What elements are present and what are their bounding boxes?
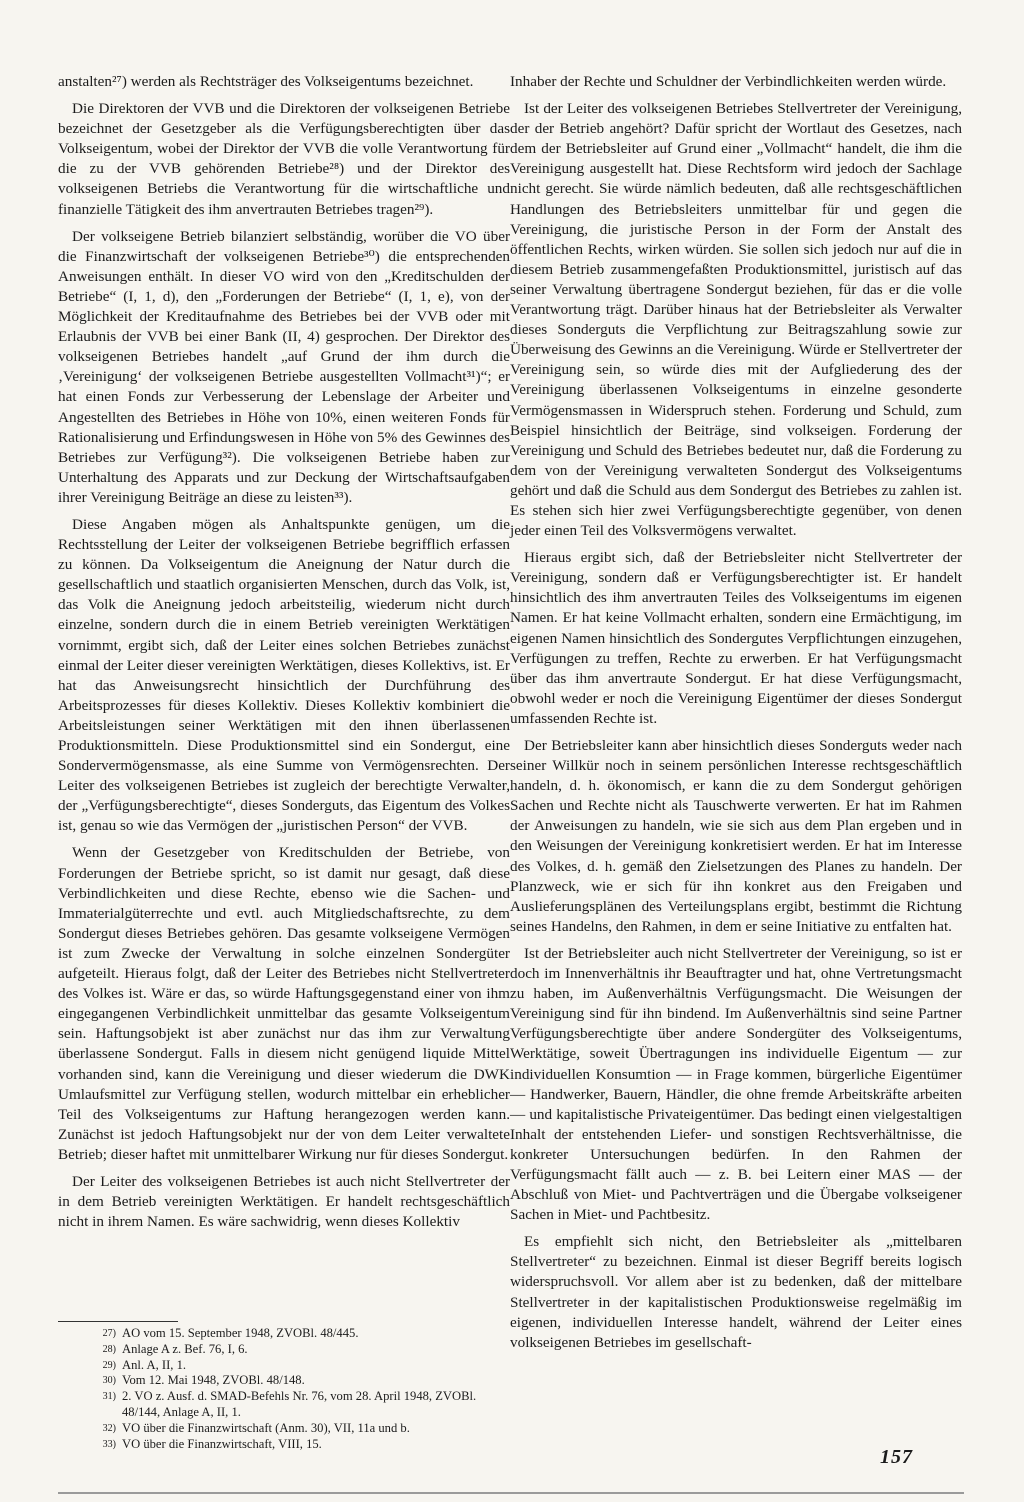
footnote-number: 30) xyxy=(102,1375,116,1387)
footnotes xyxy=(90,1326,500,1452)
footnote-number: 28) xyxy=(102,1343,116,1355)
footnote xyxy=(90,1358,500,1374)
left-column xyxy=(58,72,510,1232)
footnote-divider xyxy=(58,1321,178,1322)
paragraph: Wenn der Gesetzgeber von Kreditschulden der Betriebe, von Forderungen der Betriebe spricht, so ist damit nur gesagt, daß diese Verbindlichkeiten und diese Rechte, ebenso wie die Sachen- und Immaterialgüterrechte und evtl. auch Mitgliedschaftsrechte, zu dem Sondergut dieses Betriebes gehören. Das gesamte volkseigene Vermögen ist zum Zwecke der Verwaltung in solche einzelnen Sondergüter aufgeteilt. Hieraus folgt, daß der Leiter des Betriebes nicht Stellvertreter des Volkes ist. Wäre er das, so würde Haftungsgegenstand einer von ihm eingegangenen Verbindlichkeit unmittelbar das gesamte Volkseigentum sein. Haftungsobjekt ist aber zunächst nur das ihm zur Verwaltung überlassene Sondergut. Falls in diesem nicht genügend liquide Mittel vorhanden sind, kann die Vereinigung und dieser wiederum die DWK Umlaufsmittel zur Verfügung stellen, wodurch mittelbar ein erheblicher Teil des Volkseigentums zur Haftung herangezogen werden kann. Zunächst ist jedoch Haftungsobjekt nur der von dem Leiter verwaltete Betrieb; dieser haftet mit unmittelbarer Wirkung nur für dieses Sondergut. xyxy=(58,844,510,1163)
page-number: 157 xyxy=(880,1446,913,1468)
footnote-number: 33) xyxy=(102,1438,116,1450)
footnote xyxy=(90,1342,500,1358)
paragraph: Hieraus ergibt sich, daß der Betriebsleiter nicht Stellvertreter der Vereinigung, sondern daß er Verfügungsberechtigter ist. Er handelt hinsichtlich des ihm anvertrauten Teiles des Volkseigentums im eigenen Namen. Er hat keine Vollmacht erhalten, sondern eine Ermächtigung, im eigenen Namen hinsichtlich des Sondergutes Verpflichtungen einzugehen, Verfügungen zu treffen, Rechte zu erwerben. Er hat Verfügungsmacht über das ihm anvertraute Sondergut. Er hat diese Verfügungsmacht, obwohl weder er noch die Vereinigung Eigentümer der dieses Sondergut umfassenden Rechte ist. xyxy=(510,549,962,727)
footnote-text: Anlage A z. Bef. 76, I, 6. xyxy=(122,1341,248,1356)
footnote-text: VO über die Finanzwirtschaft, VIII, 15. xyxy=(122,1436,322,1451)
footnote xyxy=(90,1326,500,1342)
paragraph: Diese Angaben mögen als Anhaltspunkte genügen, um die Rechtsstellung der Leiter der volkseigenen Betriebe begrifflich erfassen zu können. Da Volkseigentum die Aneignung der Natur durch die gesellschaftlich und staatlich organisierten Menschen, durch das Volk, ist, das Volk die Aneignung jedoch arbeitsteilig, wiederum nicht durch einzelne, sondern durch die in einem Betrieb vereinigten Werktätigen vornimmt, ergibt sich, daß der Leiter eines solchen Betriebes zunächst einmal der Leiter dieser vereinigten Werktätigen, dieses Kollektivs, ist. Er hat das Anweisungsrecht hinsichtlich der Durchführung des Arbeitsprozesses für dieses Kollektiv. Dieses Kollektiv kombiniert die Arbeitsleistungen seiner Werktätigen mit den ihnen überlassenen Produktionsmitteln. Diese Produktionsmittel sind ein Sondergut, eine Sondervermögensmasse, als eine Summe von Vermögensrechten. Der Leiter des volkseigenen Betriebes ist zugleich der berechtigte Verwalter, der „Verfügungsberechtigte“, dieses Sonderguts, das Eigentum des Volkes ist, genau so wie das Vermögen der „juristischen Person“ der VVB. xyxy=(58,515,510,835)
right-column xyxy=(510,72,962,1353)
footnote-text: 2. VO z. Ausf. d. SMAD-Befehls Nr. 76, vom 28. April 1948, ZVOBl. 48/144, Anlage A, II, 1. xyxy=(122,1389,477,1419)
footnote-text: VO über die Finanzwirtschaft (Anm. 30), VII, 11a und b. xyxy=(122,1420,410,1435)
paragraph: Der Betriebsleiter kann aber hinsichtlich dieses Sonderguts weder nach seiner Willkür noch in seinem persönlichen Interesse rechtsgeschäftlich handeln, d. h. ökonomisch, er kann die zu dem Sondergut gehörigen Sachen und Rechte nicht als Tauschwerte verwerten. Er hat im Rahmen der Anweisungen zu handeln, wie sie sich aus dem Plan ergeben und in den Weisungen der Vereinigung konkretisiert werden. Er hat im Interesse des Volkes, d. h. gemäß den Zielsetzungen des Planes zu handeln. Der Planzweck, wie er sich für ihn konkret aus den Freigaben und Auslieferungsplänen des Verteilungsplans ergibt, bestimmt die Richtung seines Handelns, den Rahmen, in dem er seine Initiative zu entfalten hat. xyxy=(510,737,962,935)
footnote-text: AO vom 15. September 1948, ZVOBl. 48/445. xyxy=(122,1326,359,1340)
paragraph: Ist der Leiter des volkseigenen Betriebes Stellvertreter der Vereinigung, der der Betrieb angehört? Dafür spricht der Wortlaut des Gesetzes, nach dem der Betriebsleiter auf Grund einer „Vollmacht“ handelt, die ihm die Vereinigung ausgestellt hat. Diese Rechtsform wird jedoch der Sachlage nicht gerecht. Sie würde nämlich bedeuten, daß alle rechtsgeschäftlichen Handlungen des Betriebsleiters unmittelbar für und gegen die Vereinigung, die juristische Person in der Form der Anstalt des öffentlichen Rechts, wirken würden. Sie sollen sich jedoch nur auf die in diesem Betrieb zusammengefaßten Produktionsmittel, juristisch auf das seiner Verwaltung übertragene Sondergut beziehen, für das er die volle Verantwortung trägt. Darüber hinaus hat der Betriebsleiter als Verwalter dieses Sonderguts die Verpflichtung zur Beitragszahlung sowie zur Überweisung des Gewinns an die Vereinigung. Würde er Stellvertreter der Vereinigung sein, so würde dies mit der Aufgliederung des der Vereinigung überlassenen Volkseigentums in einzelne gesonderte Vermögensmassen in Widerspruch stehen. Forderung und Schuld, zum Beispiel hinsichtlich der Beiträge, sind volkseigen. Forderung der Vereinigung und Schuld des Betriebes bedeutet nur, daß die Forderung zu dem von der Vereinigung verwalteten Sondergut des Volkseigentums gehört und daß die Schuld aus dem Sondergut des Betriebes zu zahlen ist. Es stehen sich hier zwei Verfügungsberechtigte gegenüber, von denen jeder einen Teil des Volksvermögens verwaltet. xyxy=(510,100,962,540)
paragraph: Ist der Betriebsleiter auch nicht Stellvertreter der Vereinigung, so ist er doch im Innenverhältnis ihr Beauftragter und hat, ohne Vertretungsmacht zu haben, im Außenverhältnis Verfügungsmacht. Die Weisungen der Vereinigung sind für ihn bindend. Im Außenverhältnis sind seine Partner Verfügungsberechtigte über andere Sondergüter des Volkseigentums, Werktätige, soweit Übertragungen ins individuelle Eigentum — zur individuellen Konsumtion — in Frage kommen, bürgerliche Eigentümer — Handwerker, Bauern, Händler, die ohne fremde Arbeitskräfte arbeiten — und kapitalistische Privateigentümer. Das bedingt einen vielgestaltigen Inhalt der entstehenden Liefer- und sonstigen Rechtsverhältnisse, die konkreter Untersuchungen bedürfen. In den Rahmen der Verfügungsmacht fällt auch — z. B. bei Leitern einer MAS — der Abschluß von Miet- und Pachtverträgen und die Übergabe volkseigener Sachen in Miet- und Pachtbesitz. xyxy=(510,944,962,1224)
footnote-number: 32) xyxy=(102,1422,116,1434)
paragraph: Der Leiter des volkseigenen Betriebes ist auch nicht Stellvertreter der in dem Betrieb vereinigten Werktätigen. Er handelt rechtsgeschäftlich nicht in ihrem Namen. Es wäre sachwidrig, wenn dieses Kollektiv xyxy=(58,1172,510,1231)
footnote xyxy=(90,1421,500,1437)
footnote xyxy=(90,1373,500,1389)
footnote-number: 27) xyxy=(102,1328,116,1339)
footnote-text: Anl. A, II, 1. xyxy=(122,1357,187,1372)
footnote xyxy=(90,1437,500,1453)
bottom-divider xyxy=(58,1492,964,1494)
footnote-number: 31) xyxy=(102,1391,116,1403)
paragraph: Die Direktoren der VVB und die Direktoren der volkseigenen Betriebe bezeichnet der Gesetzgeber als die Verfügungsberechtigten über das Volkseigentum, wobei der Direktor der VVB die volle Verantwortung für die zu der VVB gehörenden Betriebe²⁸) und der Direktor des volkseigenen Betriebs die Verantwortung für die wirtschaftliche und finanzielle Tätigkeit des ihm anvertrauten Betriebes tragen²⁹). xyxy=(58,100,510,218)
footnote-number: 29) xyxy=(102,1359,116,1371)
footnote xyxy=(90,1389,500,1421)
footnote-text: Vom 12. Mai 1948, ZVOBl. 48/148. xyxy=(122,1373,305,1388)
paragraph: Der volkseigene Betrieb bilanziert selbständig, worüber die VO über die Finanzwirtschaft der volkseigenen Betriebe³⁰) die entsprechenden Anweisungen enthält. In dieser VO wird von den „Kreditschulden der Betriebe“ (I, 1, d), den „Forderungen der Betriebe“ (I, 1, e), von der Möglichkeit der Kreditaufnahme des Betriebes bei der VVB oder mit Erlaubnis der VVB bei einer Bank (II, 4) gesprochen. Der Direktor des volkseigenen Betriebes handelt „auf Grund der ihm durch die ‚Vereinigung‘ der volkseigenen Betriebe ausgestellten Vollmacht³¹)“; er hat einen Fonds zur Verbesserung der Lebenslage der Arbeiter und Angestellten des Betriebes in Höhe von 10%, einen weiteren Fonds für Rationalisierung und Erfindungswesen in Höhe von 5% des Gewinnes des Betriebes zur Verfügung³²). Die volkseigenen Betriebe haben zur Unterhaltung des Apparats und zur Deckung der Wirtschaftsaufgaben ihrer Vereinigung Beiträge an diese zu leisten³³). xyxy=(58,227,510,506)
paragraph: anstalten²⁷) werden als Rechtsträger des Volkseigentums bezeichnet. xyxy=(58,73,474,90)
paragraph: Es empfiehlt sich nicht, den Betriebsleiter als „mittelbaren Stellvertreter“ zu bezeichnen. Einmal ist dieser Begriff bereits logisch widerspruchsvoll. Vor allem aber ist zu bedenken, daß der mittelbare Stellvertreter in der kapitalistischen Produktionsweise regelmäßig im eigenen, individuellen Interesse handelt, während der Leiter eines volkseigenen Betriebes im gesellschaft- xyxy=(510,1233,962,1351)
paragraph: Inhaber der Rechte und Schuldner der Verbindlichkeiten werden würde. xyxy=(510,73,947,90)
